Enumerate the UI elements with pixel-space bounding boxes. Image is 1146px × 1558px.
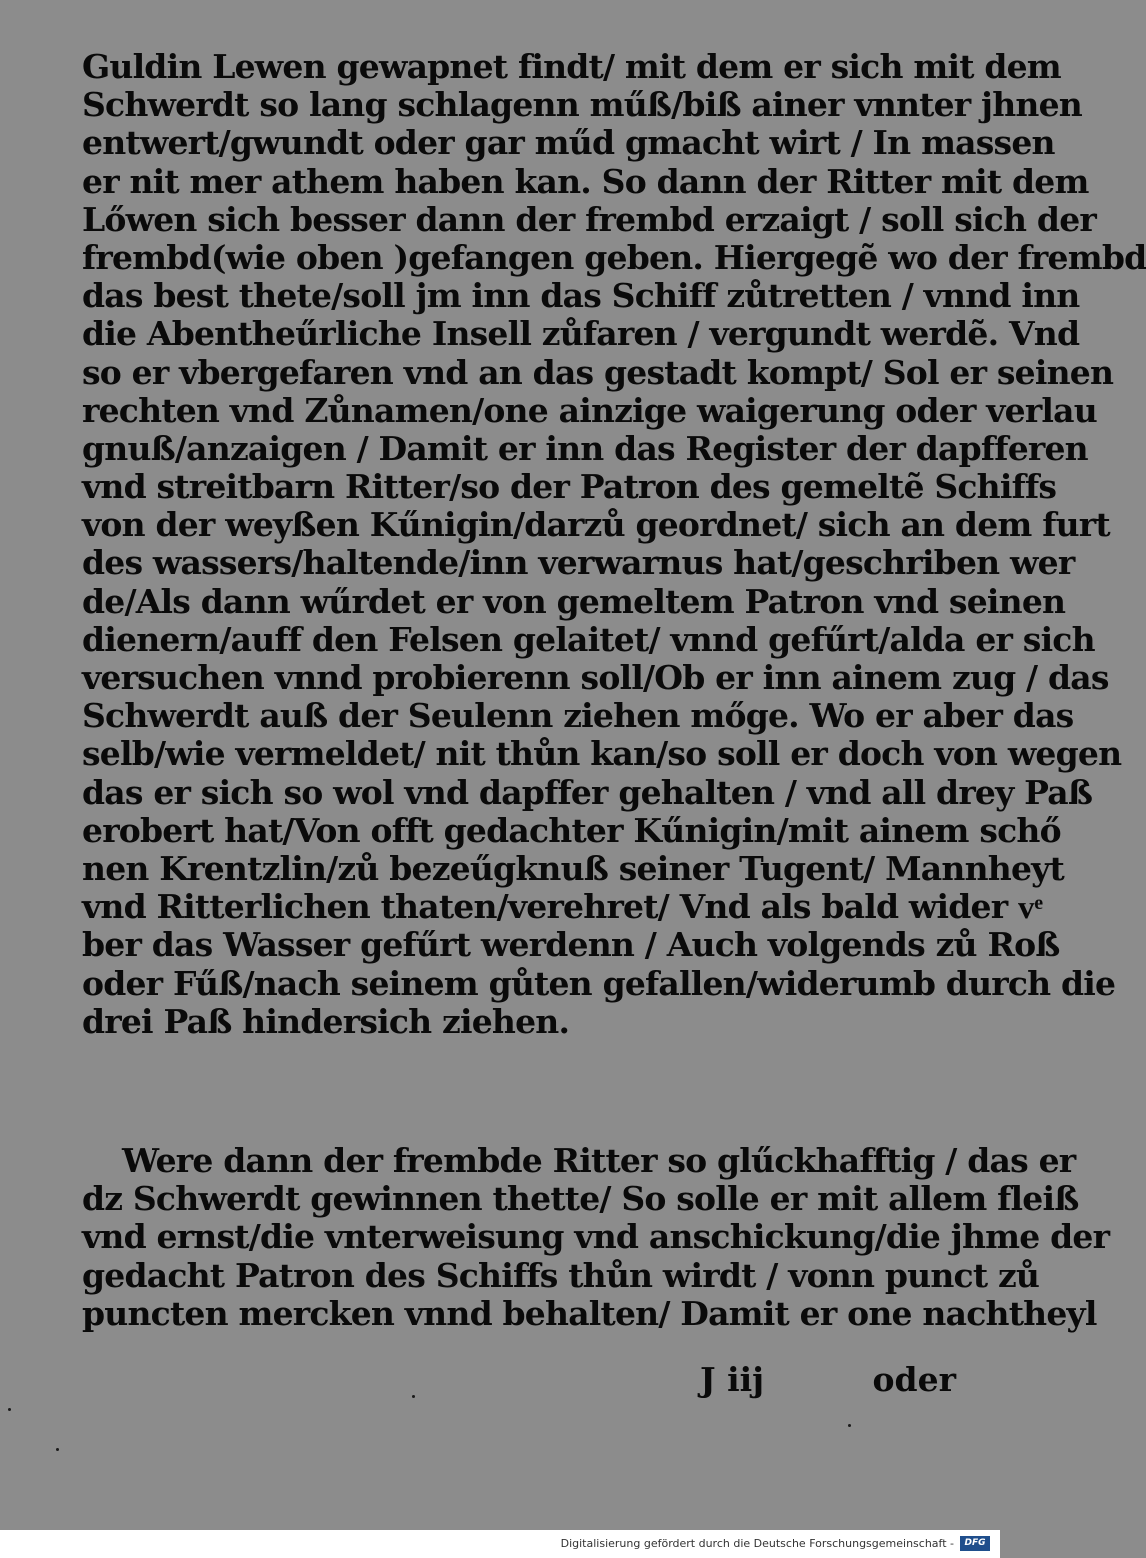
catchword: oder bbox=[872, 1360, 956, 1399]
text-line: vnd streitbarn Ritter/so der Patron des gemeltẽ Schiffs bbox=[82, 467, 1057, 507]
text-line: das best thete/soll jm inn das Schiff zůtretten / vnnd inn bbox=[82, 276, 1080, 316]
text-line: vnd Ritterlichen thaten/verehret/ Vnd als bald wider vͤ bbox=[82, 887, 1043, 927]
text-line: Were dann der frembde Ritter so glűckhafftig / das er bbox=[122, 1141, 1076, 1180]
text-line: versuchen vnnd probierenn soll/Ob er inn ainem zug / das bbox=[82, 658, 1109, 697]
text-line: so er vbergefaren vnd an das gestadt kompt/ Sol er seinen bbox=[82, 352, 1114, 392]
text-line: Schwerdt so lang schlagenn műß/biß ainer vnnter jhnen bbox=[82, 85, 1082, 125]
text-line: selb/wie vermeldet/ nit thůn kan/so soll er doch von wegen bbox=[82, 734, 1122, 774]
text-line: entwert/gwundt oder gar műd gmacht wirt / In massen bbox=[82, 123, 1055, 163]
text-line: Lőwen sich besser dann der frembd erzaigt / soll sich der bbox=[82, 199, 1096, 239]
text-line: oder Fűß/nach seinem gůten gefallen/widerumb durch die bbox=[82, 963, 1116, 1003]
text-line: vnd ernst/die vnterweisung vnd anschickung/die jhme der bbox=[82, 1217, 1110, 1257]
text-line: rechten vnd Zůnamen/one ainzige waigerung oder verlau bbox=[82, 390, 1097, 430]
ink-speck bbox=[412, 1395, 415, 1398]
ink-speck bbox=[848, 1424, 851, 1427]
text-line: von der weyßen Kűnigin/darzů geordnet/ sich an dem furt bbox=[82, 505, 1110, 545]
paragraph-1 bbox=[82, 47, 1146, 1041]
text-line: dienern/auff den Felsen gelaitet/ vnnd gefűrt/alda er sich bbox=[82, 619, 1095, 659]
ink-speck bbox=[56, 1448, 59, 1451]
text-line: puncten mercken vnnd behalten/ Damit er one nachtheyl bbox=[82, 1293, 1097, 1333]
text-line: dz Schwerdt gewinnen thette/ So solle er mit allem fleiß bbox=[82, 1179, 1079, 1219]
text-line: gnuß/anzaigen / Damit er inn das Register der dapfferen bbox=[82, 428, 1088, 468]
text-line: drei Paß hindersich ziehen. bbox=[82, 1001, 570, 1041]
text-line: das er sich so wol vnd dapffer gehalten / vnd all drey Paß bbox=[82, 772, 1093, 812]
text-line: nen Krentzlin/zů bezeűgknuß seiner Tugent/ Mannheyt bbox=[82, 848, 1064, 888]
text-line: Schwerdt auß der Seulenn ziehen mőge. Wo er aber das bbox=[82, 696, 1074, 736]
text-line: de/Als dann wűrdet er von gemeltem Patron vnd seinen bbox=[82, 581, 1066, 621]
text-line: die Abentheűrliche Insell zůfaren / vergundt werdẽ. Vnd bbox=[82, 314, 1080, 354]
digitization-footer bbox=[0, 1530, 1000, 1558]
text-line: des wassers/haltende/inn verwarnus hat/geschriben wer bbox=[82, 543, 1075, 583]
text-line: gedacht Patron des Schiffs thůn wirdt / vonn punct zů bbox=[82, 1255, 1040, 1295]
funding-notice: Digitalisierung gefördert durch die Deutsche Forschungsgemeinschaft - bbox=[560, 1537, 954, 1550]
page-footer-line bbox=[82, 1360, 958, 1400]
text-line: Guldin Lewen gewapnet findt/ mit dem er sich mit dem bbox=[82, 47, 1061, 86]
text-line: erobert hat/Von offt gedachter Kűnigin/mit ainem schő bbox=[82, 810, 1061, 850]
paragraph-2 bbox=[82, 1141, 1110, 1333]
text-line: er nit mer athem haben kan. So dann der Ritter mit dem bbox=[82, 161, 1089, 201]
signature-mark: J iij bbox=[700, 1360, 765, 1399]
dfg-logo: DFG bbox=[960, 1536, 990, 1551]
text-line: frembd(wie oben )gefangen geben. Hiergegẽ wo der frembd bbox=[82, 237, 1146, 277]
text-line: ber das Wasser gefűrt werdenn / Auch volgends zů Roß bbox=[82, 925, 1060, 965]
ink-speck bbox=[8, 1408, 11, 1411]
